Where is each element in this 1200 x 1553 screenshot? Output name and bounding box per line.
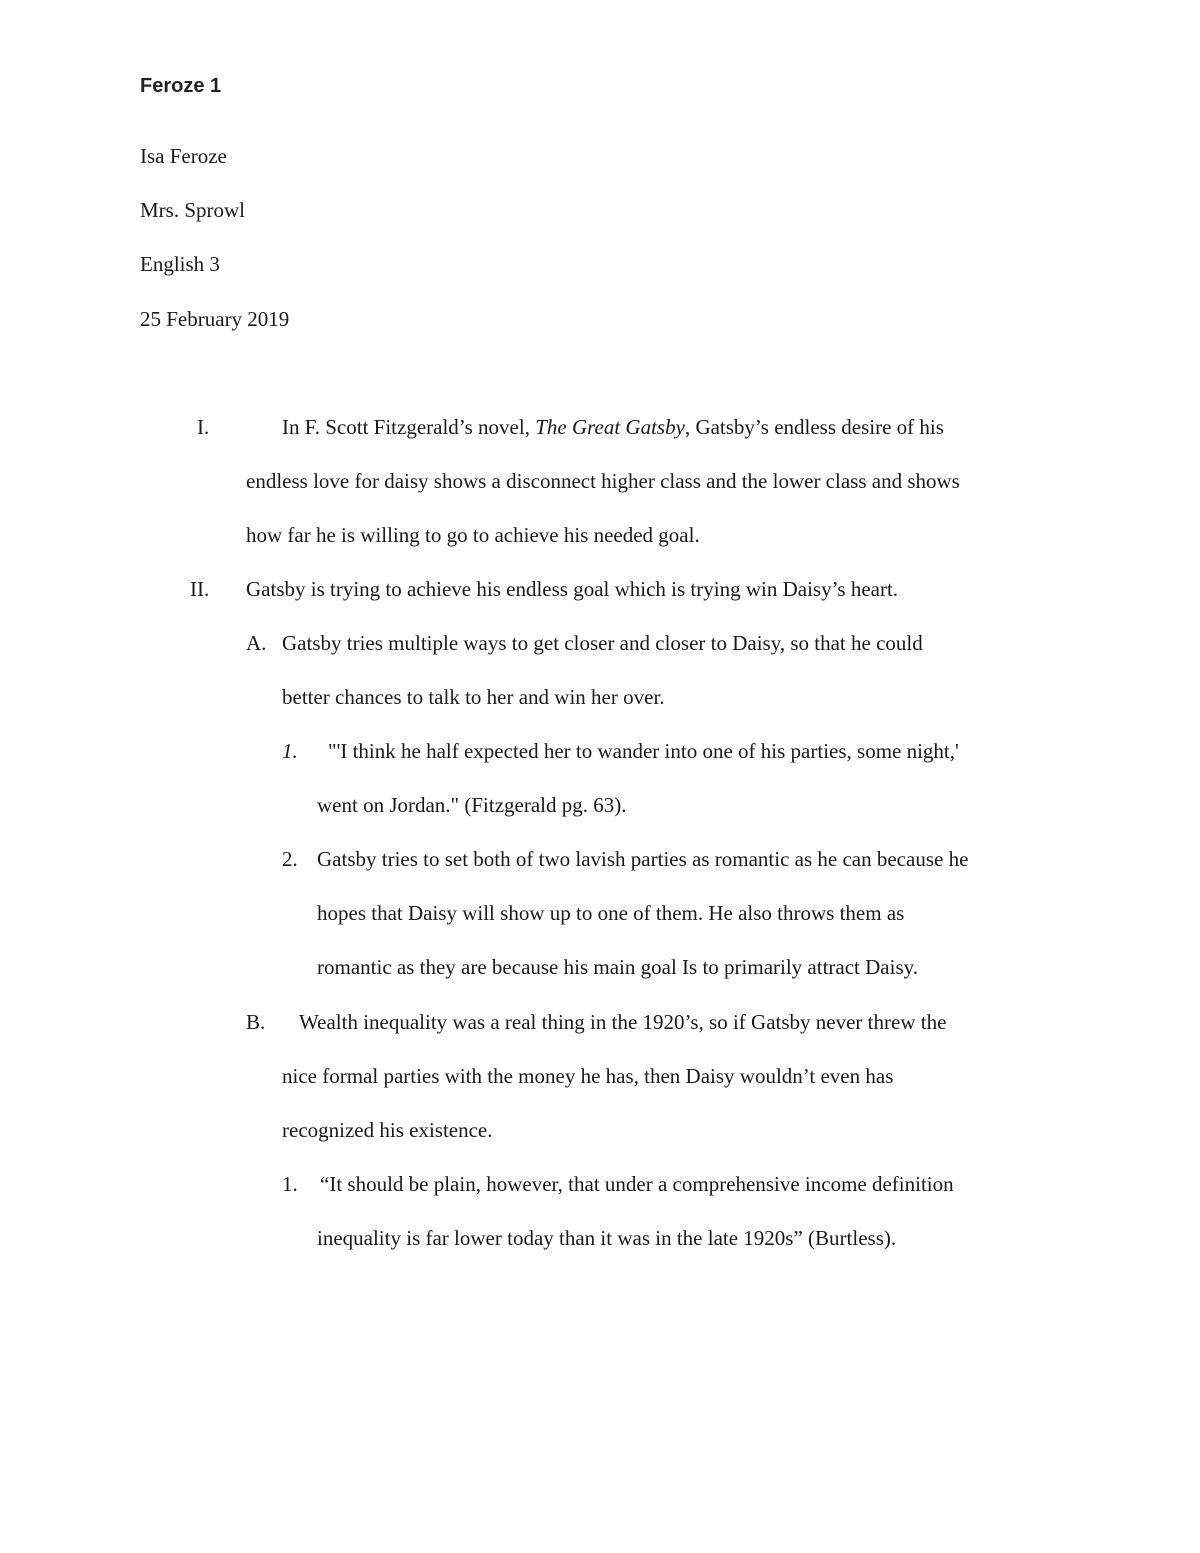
page-header: Feroze 1 xyxy=(140,75,222,97)
outline-a2-line2: hopes that Daisy will show up to one of them. He also throws them as xyxy=(317,901,905,925)
outline-b-line3: recognized his existence. xyxy=(282,1118,493,1142)
outline-num-a: A. xyxy=(246,631,267,655)
student-name: Isa Feroze xyxy=(140,144,227,168)
outline-num-ii: II. xyxy=(190,577,210,601)
outline-i-line3: how far he is willing to go to achieve his needed goal. xyxy=(246,523,700,547)
outline-i-line2: endless love for daisy shows a disconnect higher class and the lower class and shows xyxy=(246,469,960,493)
outline-b-line1: Wealth inequality was a real thing in the 1920’s, so if Gatsby never threw the xyxy=(299,1010,947,1034)
outline-num-a2: 2. xyxy=(282,847,298,871)
book-title: The Great Gatsby xyxy=(535,415,685,439)
outline-b1-line2: inequality is far lower today than it was in the late 1920s” (Burtless). xyxy=(317,1226,897,1250)
outline-i-line1 xyxy=(282,417,944,438)
outline-a-line2: better chances to talk to her and win her over. xyxy=(282,685,665,709)
outline-a2-line1: Gatsby tries to set both of two lavish parties as romantic as he can because he xyxy=(317,847,969,871)
outline-ii-line1: Gatsby is trying to achieve his endless goal which is trying win Daisy’s heart. xyxy=(246,577,899,601)
teacher-name: Mrs. Sprowl xyxy=(140,198,246,222)
outline-i-line1-post: , Gatsby’s endless desire of his xyxy=(684,415,944,439)
outline-a2-line3: romantic as they are because his main goal Is to primarily attract Daisy. xyxy=(317,955,919,979)
outline-a1-line1: "'I think he half expected her to wander into one of his parties, some night,' xyxy=(328,739,959,763)
date: 25 February 2019 xyxy=(140,307,290,331)
outline-num-b: B. xyxy=(246,1010,266,1034)
outline-num-i: I. xyxy=(197,415,210,439)
outline-i-line1-pre: In F. Scott Fitzgerald’s novel, xyxy=(282,415,536,439)
outline-num-b1: 1. xyxy=(282,1172,298,1196)
course-name: English 3 xyxy=(140,252,220,276)
outline-b1-line1: “It should be plain, however, that under a comprehensive income definition xyxy=(320,1172,954,1196)
outline-b-line2: nice formal parties with the money he has, then Daisy wouldn’t even has xyxy=(282,1064,894,1088)
outline-num-a1: 1. xyxy=(282,739,298,763)
outline-a-line1: Gatsby tries multiple ways to get closer and closer to Daisy, so that he could xyxy=(282,631,923,655)
outline-a1-line2: went on Jordan." (Fitzgerald pg. 63). xyxy=(317,793,627,817)
